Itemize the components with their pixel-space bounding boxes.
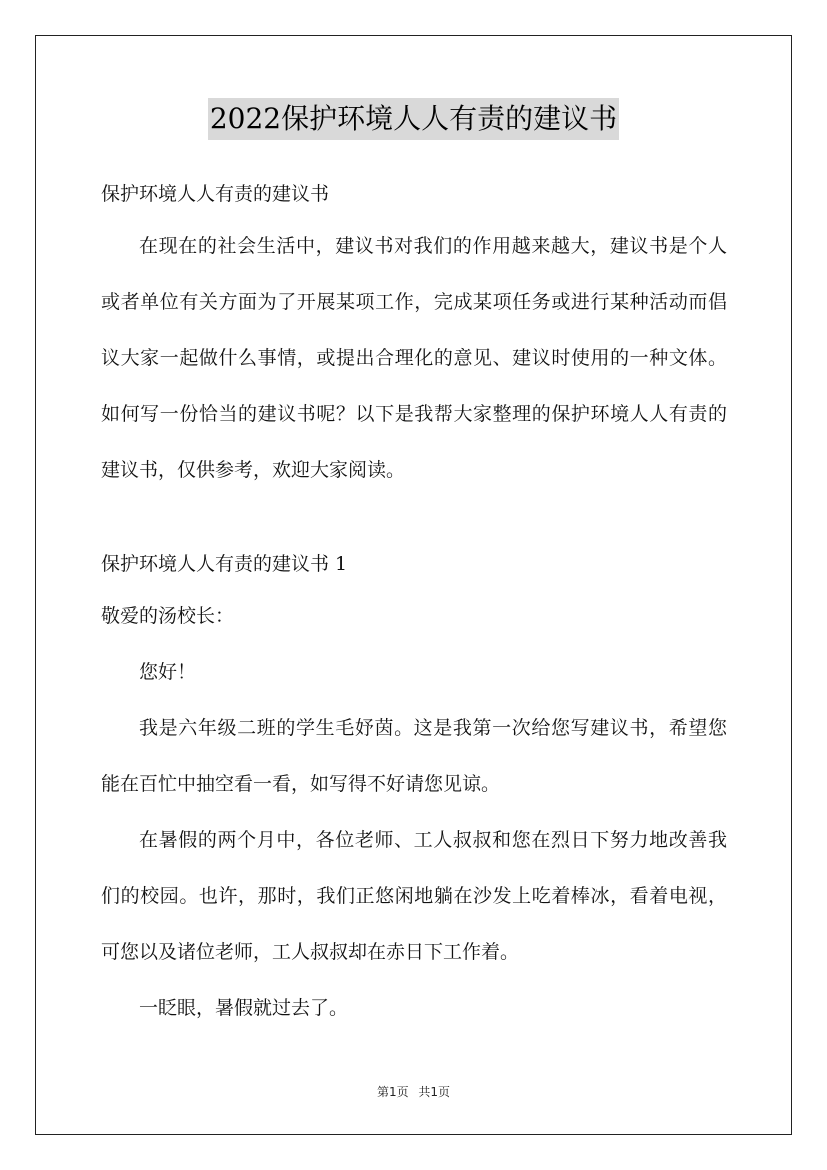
body-paragraph-2: 在暑假的两个月中，各位老师、工人叔叔和您在烈日下努力地改善我们的校园。也许，那时，我们正悠闲地躺在沙发上吃着棒冰，看着电视，可您以及诸位老师，工人叔叔却在赤日下工作着。 <box>101 829 727 963</box>
section-heading: 保护环境人人有责的建议书 1 <box>101 553 348 575</box>
body-paragraph-3: 一眨眼，暑假就过去了。 <box>139 997 349 1019</box>
body-paragraph-1: 我是六年级二班的学生毛妤茵。这是我第一次给您写建议书，希望您能在百忙中抽空看一看，如写得不好请您见谅。 <box>101 717 727 795</box>
greeting: 您好！ <box>139 661 197 683</box>
document-body <box>101 170 727 1036</box>
document-subtitle: 保护环境人人有责的建议书 <box>101 183 330 205</box>
document-title: 2022保护环境人人有责的建议书 <box>208 98 619 140</box>
intro-paragraph: 在现在的社会生活中，建议书对我们的作用越来越大，建议书是个人或者单位有关方面为了开展某项工作，完成某项任务或进行某种活动而倡议大家一起做什么事情，或提出合理化的意见、建议时使用的一种文体。如何写一份恰当的建议书呢？以下是我帮大家整理的保护环境人人有责的建议书，仅供参考，欢迎大家阅读。 <box>101 235 727 481</box>
title-container <box>0 98 827 140</box>
page-footer: 第1页 共1页 <box>376 1085 451 1099</box>
section-gap <box>101 498 727 540</box>
salutation: 敬爱的汤校长： <box>101 605 235 627</box>
